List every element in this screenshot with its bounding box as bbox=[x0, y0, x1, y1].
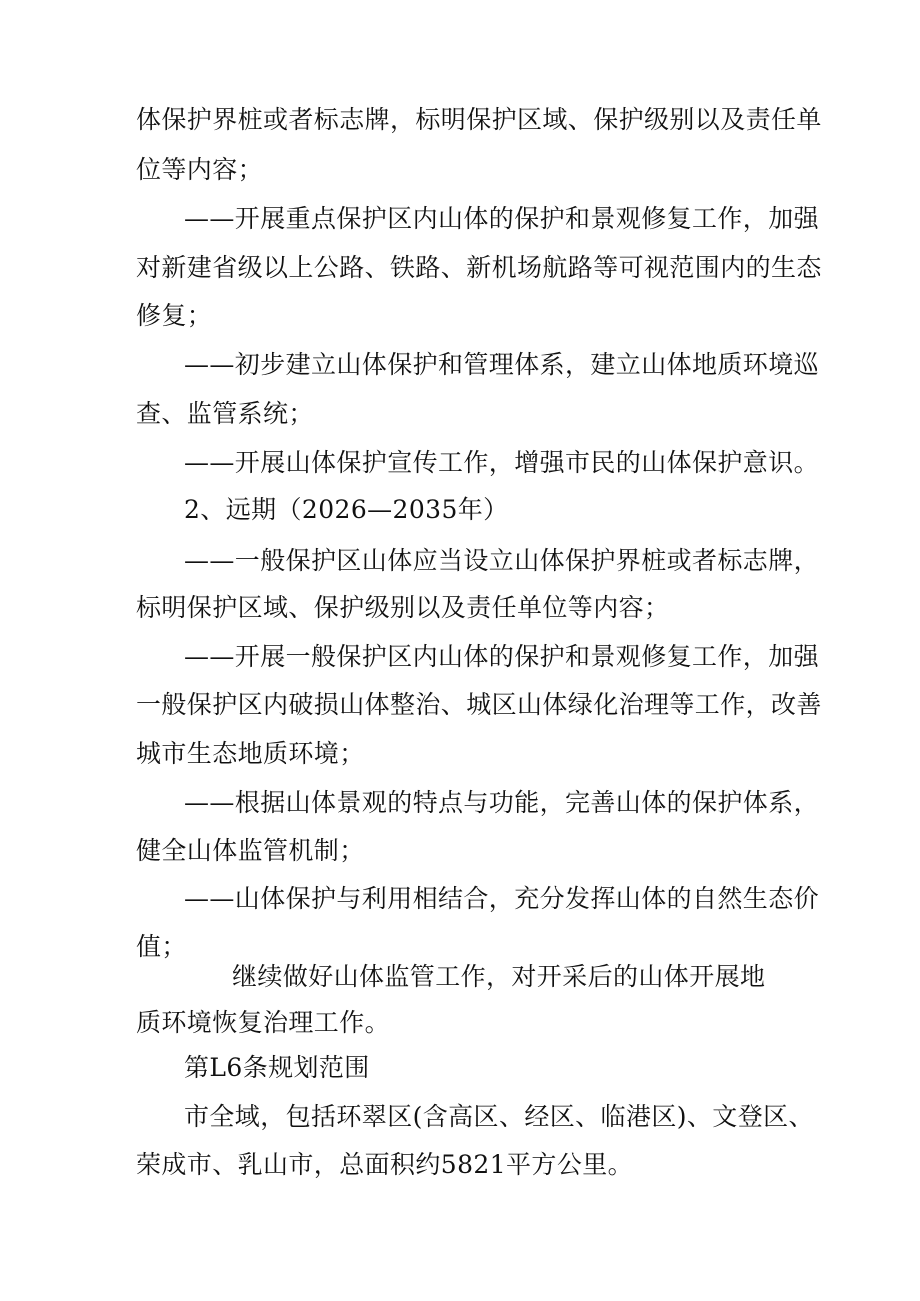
section-heading: 2、远期（2026—2035年） bbox=[184, 495, 509, 524]
text-line: ——开展山体保护宣传工作，增强市民的山体保护意识。 bbox=[184, 448, 820, 477]
text-line: ——开展重点保护区内山体的保护和景观修复工作，加强 bbox=[184, 204, 820, 233]
text-line: 健全山体监管机制； bbox=[136, 836, 365, 865]
text-line: 市全域，包括环翠区(含高区、经区、临港区)、文登区、 bbox=[184, 1102, 814, 1131]
text-line: 值； bbox=[136, 932, 187, 961]
text-line: 继续做好山体监管工作，对开采后的山体开展地 bbox=[232, 962, 766, 991]
text-line: ——一般保护区山体应当设立山体保护界桩或者标志牌， bbox=[184, 546, 820, 575]
text-line: 一般保护区内破损山体整治、城区山体绿化治理等工作，改善 bbox=[136, 690, 822, 719]
text-line: 城市生态地质环境； bbox=[136, 739, 365, 768]
text-line: ——根据山体景观的特点与功能，完善山体的保护体系， bbox=[184, 788, 820, 817]
text-line: ——山体保护与利用相结合，充分发挥山体的自然生态价 bbox=[184, 884, 820, 913]
text-line: 对新建省级以上公路、铁路、新机场航路等可视范围内的生态 bbox=[136, 253, 822, 282]
text-line: 质环境恢复治理工作。 bbox=[136, 1008, 391, 1037]
text-line: 荣成市、乳山市，总面积约5821平方公里。 bbox=[136, 1150, 634, 1179]
text-line: 查、监管系统； bbox=[136, 399, 314, 428]
article-heading: 第L6条规划范围 bbox=[184, 1053, 370, 1082]
text-line: 标明保护区域、保护级别以及责任单位等内容； bbox=[136, 593, 670, 622]
text-line: ——开展一般保护区内山体的保护和景观修复工作，加强 bbox=[184, 642, 820, 671]
text-line: 位等内容； bbox=[136, 155, 264, 184]
text-line: 修复； bbox=[136, 301, 213, 330]
text-line: 体保护界桩或者标志牌，标明保护区域、保护级别以及责任单 bbox=[136, 105, 822, 134]
text-line: ——初步建立山体保护和管理体系，建立山体地质环境巡 bbox=[184, 350, 820, 379]
